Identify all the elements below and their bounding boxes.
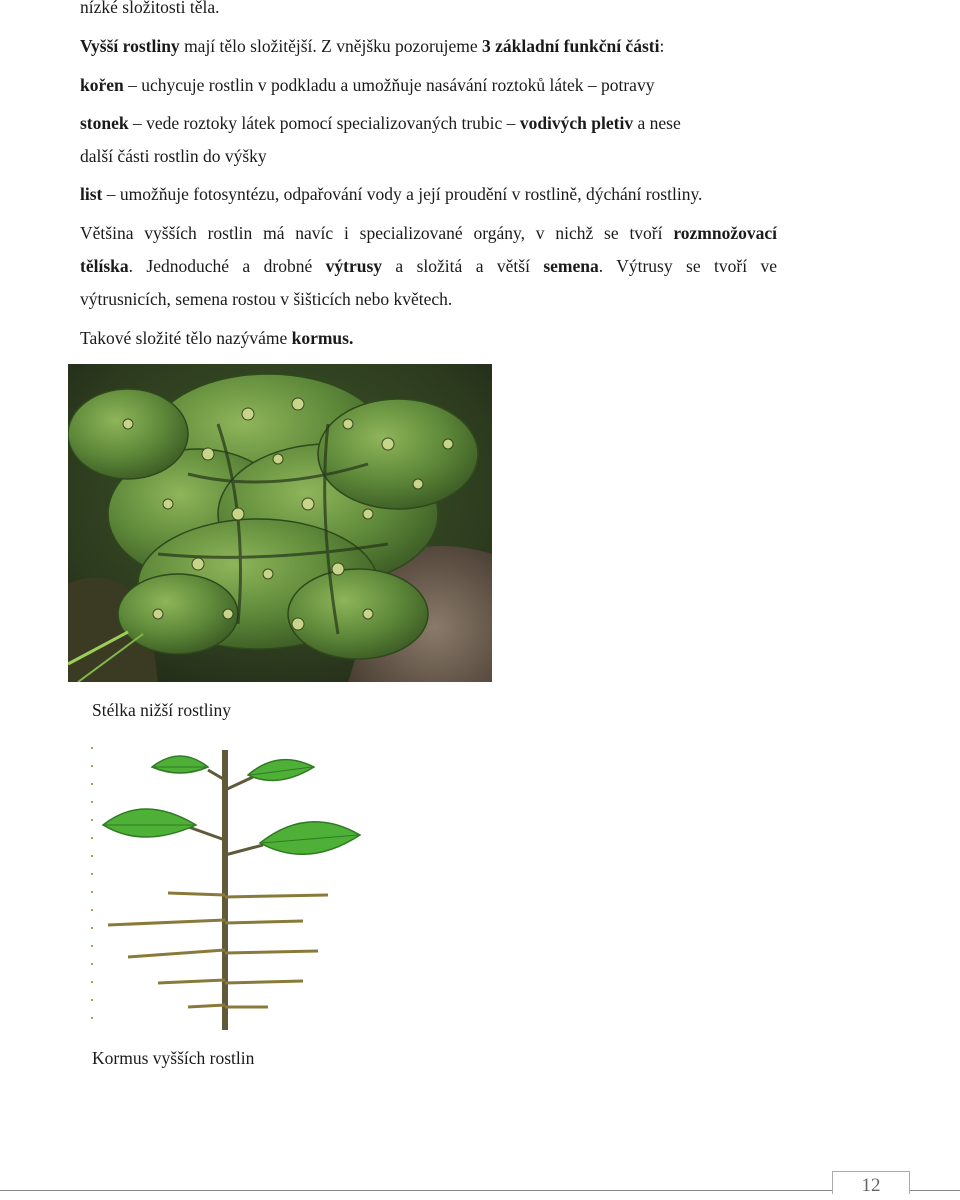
definition-list: list – umožňuje fotosyntézu, odpařování vody a její proudění v rostlině, dýchání rostliny. bbox=[80, 184, 703, 204]
bold-term: 3 základní funkční části bbox=[481, 36, 660, 56]
page-number: 12 bbox=[832, 1171, 910, 1194]
bold-term: Vyšší rostliny bbox=[80, 36, 180, 56]
paragraph-vyssi-rostliny: Vyšší rostliny mají tělo složitější. Z vnějšku pozorujeme 3 základní funkční části: bbox=[80, 36, 665, 56]
bold-term: rozmnožovací bbox=[673, 223, 777, 243]
figure-caption-stelka: Stélka nižší rostliny bbox=[92, 700, 232, 720]
bold-term: vodivých pletiv bbox=[519, 113, 634, 133]
term-stonek: stonek bbox=[80, 113, 129, 133]
paragraph-vetsina-l1: Většina vyšších rostlin má navíc i specializované orgány, v nichž se tvoří rozmnožovací bbox=[80, 223, 777, 243]
paragraph-kormus: Takové složité tělo nazýváme kormus. bbox=[80, 328, 354, 348]
bold-term: semena bbox=[543, 256, 599, 276]
term-list: list bbox=[80, 184, 103, 204]
bold-term: kormus. bbox=[291, 328, 354, 348]
paragraph-vetsina-l3: výtrusnicích, semena rostou v šišticích nebo květech. bbox=[80, 289, 453, 309]
footer-rule bbox=[0, 1190, 960, 1191]
definition-stonek-cont: další části rostlin do výšky bbox=[80, 146, 267, 166]
definition-stonek: stonek – vede roztoky látek pomocí specializovaných trubic – vodivých pletiv a nese bbox=[80, 113, 681, 133]
term-koren: kořen bbox=[80, 75, 124, 95]
liverwort-thallus-photo bbox=[68, 364, 492, 682]
paragraph-fragment: nízké složitosti těla. bbox=[80, 0, 220, 17]
bold-term: tělíska bbox=[80, 256, 129, 276]
paragraph-vetsina-l2: tělíska. Jednoduché a drobné výtrusy a složitá a větší semena. Výtrusy se tvoří ve bbox=[80, 256, 777, 276]
figure-caption-kormus: Kormus vyšších rostlin bbox=[92, 1048, 255, 1068]
definition-koren: kořen – uchycuje rostlin v podkladu a umožňuje nasávání roztoků látek – potravy bbox=[80, 75, 655, 95]
bold-term: výtrusy bbox=[325, 256, 383, 276]
plant-kormus-illustration bbox=[88, 745, 378, 1035]
